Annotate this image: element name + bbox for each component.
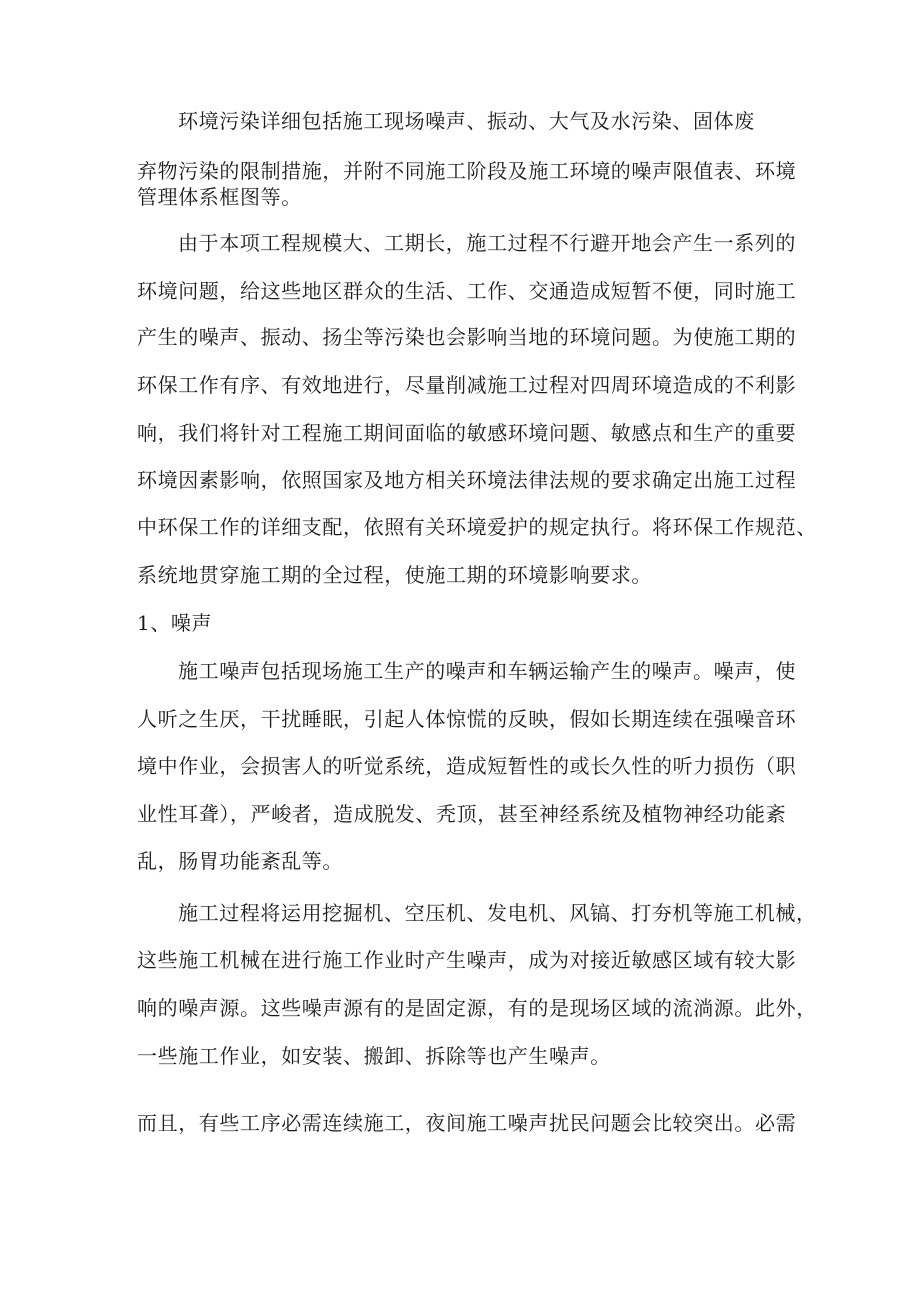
text-line: 而且，有些工序必需连续施工，夜间施工噪声扰民问题会比较突出。必需 [137, 1111, 797, 1135]
text-line: 响的噪声源。这些噪声源有的是固定源，有的是现场区域的流淌源。此外， [137, 996, 817, 1020]
section-heading: 1、噪声 [137, 611, 213, 635]
text-line: 这些施工机械在进行施工作业时产生噪声，成为对接近敏感区域有较大影 [137, 948, 797, 972]
text-line: 一些施工作业，如安装、搬卸、拆除等也产生噪声。 [137, 1044, 611, 1068]
text-line: 人听之生厌，干扰睡眠，引起人体惊慌的反映，假如长期连续在强噪音环 [137, 707, 797, 731]
text-line: 由于本项工程规模大、工期长，施工过程不行避开地会产生一系列的 [178, 231, 796, 255]
text-line: 产生的噪声、振动、扬尘等污染也会影响当地的环境问题。为使施工期的 [137, 325, 797, 349]
text-line: 弃物污染的限制措施，并附不同施工阶段及施工环境的噪声限值表、环境 [137, 159, 797, 183]
text-line: 境中作业，会损害人的听觉系统，造成短暂性的或长久性的听力损伤（职 [137, 754, 797, 778]
text-line: 管理体系框图等。 [137, 185, 302, 209]
text-line: 施工过程将运用挖掘机、空压机、发电机、风镐、打夯机等施工机械， [178, 901, 817, 925]
text-line: 环境污染详细包括施工现场噪声、振动、大气及水污染、固体废 [178, 109, 755, 133]
text-line: 乱，肠胃功能紊乱等。 [137, 849, 343, 873]
text-line: 环境因素影响，依照国家及地方相关环境法律法规的要求确定出施工过程 [137, 468, 797, 492]
text-line: 环境问题，给这些地区群众的生活、工作、交通造成短暂不便，同时施工 [137, 279, 797, 303]
text-line: 中环保工作的详细支配，依照有关环境爱护的规定执行。将环保工作规范、 [137, 515, 817, 539]
text-line: 业性耳聋），严峻者，造成脱发、秃顶，甚至神经系统及植物神经功能紊 [137, 802, 787, 826]
text-line: 施工噪声包括现场施工生产的噪声和车辆运输产生的噪声。噪声，使 [178, 659, 796, 683]
text-line: 响，我们将针对工程施工期间面临的敏感环境问题、敏感点和生产的重要 [137, 421, 797, 445]
text-line: 系统地贯穿施工期的全过程，使施工期的环境影响要求。 [137, 563, 652, 587]
text-line: 环保工作有序、有效地进行，尽量削减施工过程对四周环境造成的不利影 [137, 373, 797, 397]
